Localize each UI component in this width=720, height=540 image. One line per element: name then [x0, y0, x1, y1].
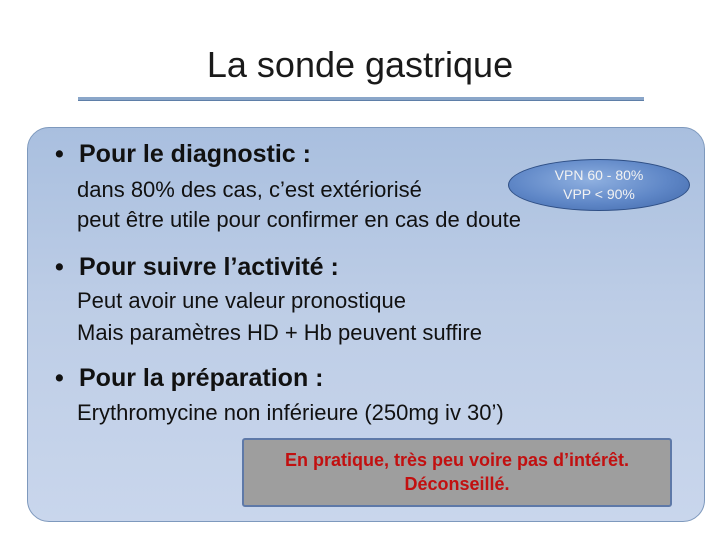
- activity-line-2: Mais paramètres HD + Hb peuvent suffire: [77, 320, 482, 345]
- vpn-vpp-badge: [508, 159, 690, 211]
- conclusion-callout: [242, 438, 672, 507]
- bullet-heading-diagnostic: Pour le diagnostic :: [79, 140, 311, 168]
- bullet-heading-activity: Pour suivre l’activité :: [79, 253, 339, 281]
- title-underline: [78, 97, 644, 101]
- bullet-dot: •: [55, 140, 64, 168]
- badge-vpp: VPP < 90%: [563, 186, 635, 202]
- diagnostic-line-1: dans 80% des cas, c’est extériorisé: [77, 177, 422, 202]
- callout-line-2: Déconseillé.: [404, 474, 510, 494]
- bullet-dot: •: [55, 364, 64, 392]
- bullet-activity: [55, 253, 339, 282]
- bullet-heading-preparation: Pour la préparation :: [79, 364, 324, 392]
- slide-title: La sonde gastrique: [206, 44, 514, 85]
- preparation-line-1: Erythromycine non inférieure (250mg iv 30’): [77, 400, 504, 425]
- badge-vpn: VPN 60 - 80%: [554, 167, 644, 183]
- bullet-diagnostic: [55, 140, 311, 169]
- diagnostic-line-2: peut être utile pour confirmer en cas de doute: [77, 207, 521, 232]
- bullet-preparation: [55, 364, 323, 393]
- activity-line-1: Peut avoir une valeur pronostique: [77, 288, 406, 313]
- callout-line-1: En pratique, très peu voire pas d’intérêt.: [284, 450, 630, 470]
- bullet-dot: •: [55, 253, 64, 281]
